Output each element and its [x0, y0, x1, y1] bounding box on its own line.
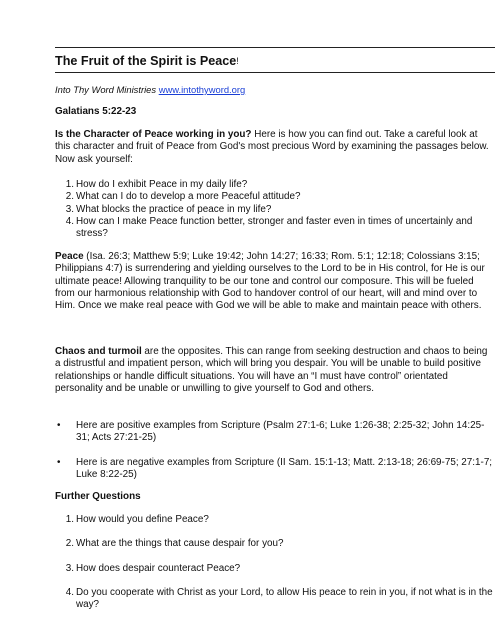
chaos-definition: are the opposites. This can range from seeking destruction and chaos to being a distrustful and impatient person, which will bring you despair. You will be unable to build positive relationships or handle difficult situations. You will have an “I must have control” orientated personality and be unable or unwilling to give yourself to God and others. — [55, 346, 488, 394]
list-item: 3. How does despair counteract Peace? — [65, 562, 241, 574]
list-item: 2. What are the things that cause despair for you? — [65, 538, 284, 550]
intro-lead: Is the Character of Peace working in you? — [55, 129, 252, 140]
intro-body: Here is how you can find out. Take a careful look at this character and fruit of Peace from God's most precious Word by examining the passages below. Now ask yourself: — [55, 129, 489, 165]
chaos-paragraph — [55, 346, 495, 395]
bullet-icon: • — [57, 456, 61, 468]
list-item: 1. How would you define Peace? — [65, 514, 209, 525]
further-questions-list — [65, 514, 494, 611]
intro-paragraph — [55, 129, 495, 166]
list-item: 2. What can I do to develop a more Peaceful attitude? — [65, 191, 301, 203]
peace-term: Peace — [55, 251, 84, 262]
page-title: The Fruit of the Spirit is Peace! — [55, 54, 239, 68]
peace-definition-paragraph — [55, 251, 495, 312]
list-item: 3. What blocks the practice of peace in my life? — [65, 203, 272, 215]
top-rule — [55, 47, 495, 48]
list-item: 4. How can I make Peace function better, stronger and faster even in times of uncertainly and stress? — [65, 215, 473, 240]
list-item: • Here is are negative examples from Scripture (II Sam. 15:1-13; Matt. 2:13-18; 26:69-75; 27:1-7; Luke 8:22-25) — [57, 456, 493, 480]
self-questions-list — [65, 179, 494, 240]
passage-reference: Galatians 5:22-23 — [55, 106, 137, 117]
title-underline-rule — [55, 72, 495, 73]
further-questions-heading: Further Questions — [55, 491, 141, 502]
byline — [55, 84, 245, 95]
examples-list — [57, 420, 494, 481]
byline-org: Into Thy Word Ministries — [55, 84, 157, 95]
bullet-icon: • — [57, 420, 61, 431]
list-item: 1. How do I exhibit Peace in my daily life? — [65, 179, 248, 190]
peace-definition: (Isa. 26:3; Matthew 5:9; Luke 19:42; John 14:27; 16:33; Rom. 5:1; 12:18; Colossians 3:15; Philippians 4:7) is surrendering and yielding ourselves to the Lord to be in His control, for He is our ultimate peace! Allowing tranquility to be our tone and control our composure. This will be fueled from our harmonious relationship with God to handover control of our heart, will and mind over to Him. Once we make real peace with God we will be able to make and maintain peace with others. — [55, 251, 485, 312]
list-item: 4. Do you cooperate with Christ as your Lord, to allow His peace to rein in you, if not what is in the way? — [65, 586, 493, 611]
list-item: • Here are positive examples from Scripture (Psalm 27:1-6; Luke 1:26-38; 2:25-32; John 14:25-31; Acts 27:21-25) — [57, 420, 485, 444]
title-trailing-mark: ! — [236, 56, 239, 66]
chaos-term: Chaos and turmoil — [55, 346, 142, 357]
ministry-website-link[interactable]: www.intothyword.org — [158, 84, 246, 95]
